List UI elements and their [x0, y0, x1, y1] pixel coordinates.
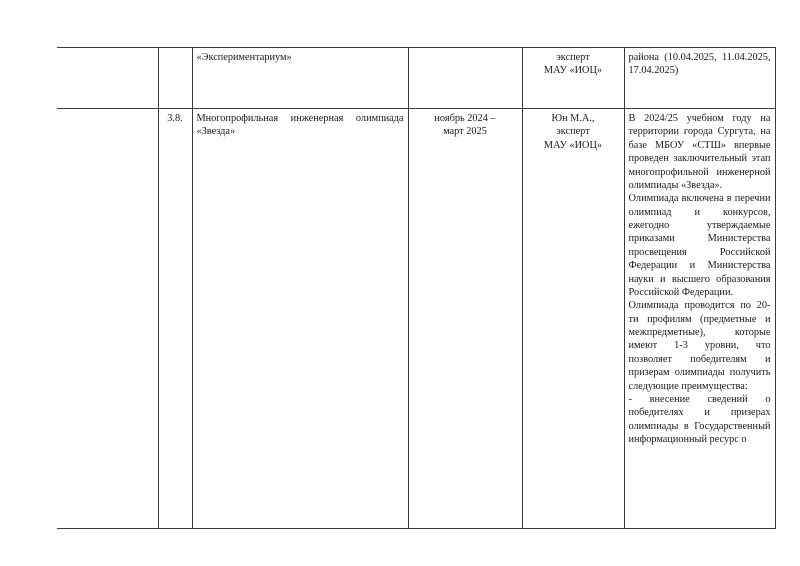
responsible-person-cell — [522, 109, 624, 529]
person-line: МАУ «ИОЦ» — [543, 139, 603, 151]
dates-cell — [408, 48, 522, 109]
result-cell — [624, 48, 775, 109]
person-line: МАУ «ИОЦ» — [543, 65, 603, 77]
table-row — [57, 48, 775, 109]
person-line: эксперт — [556, 126, 590, 138]
result-paragraph: Олимпиада проводится по 20-ти профилям (предметные и межпредметные), которые имеют 1-3 уровни, что позволяет победителям и призерам олимпиады получить следующие преимущества: — [628, 300, 771, 392]
result-paragraph: - внесение сведений о победителях и призерах олимпиады в Государственный информационный ресурс о — [628, 393, 771, 445]
responsible-person-cell — [522, 48, 624, 109]
result-cell — [624, 109, 775, 529]
person-line: эксперт — [556, 52, 590, 63]
event-name-cell: Многопрофильная инженерная олимпиада «Звезда» — [192, 109, 408, 529]
dates-cell — [408, 109, 522, 529]
item-number-cell — [158, 48, 192, 109]
result-paragraph: Олимпиада включена в перечни олимпиад и конкурсов, ежегодно утверждаемые приказами Министерства просвещения Российской Федерации и Министерства науки и высшего образования Российской Федерации. — [628, 193, 771, 298]
empty-cell — [57, 48, 158, 109]
person-line: Юн М.А., — [551, 113, 595, 124]
result-paragraph: района (10.04.2025, 11.04.2025, 17.04.2025) — [628, 52, 771, 77]
table-row — [57, 109, 775, 529]
activity-plan-table — [57, 47, 776, 529]
empty-cell — [57, 109, 158, 529]
dates-line: ноябрь 2024 – — [434, 113, 496, 124]
event-name-cell: «Экспериментариум» — [192, 48, 408, 109]
dates-line: март 2025 — [443, 126, 487, 138]
result-paragraph: В 2024/25 учебном году на территории города Сургута, на базе МБОУ «СТШ» впервые проведен заключительный этап многопрофильной инженерной олимпиады «Звезда». — [628, 113, 771, 191]
item-number-cell: 3.8. — [158, 109, 192, 529]
